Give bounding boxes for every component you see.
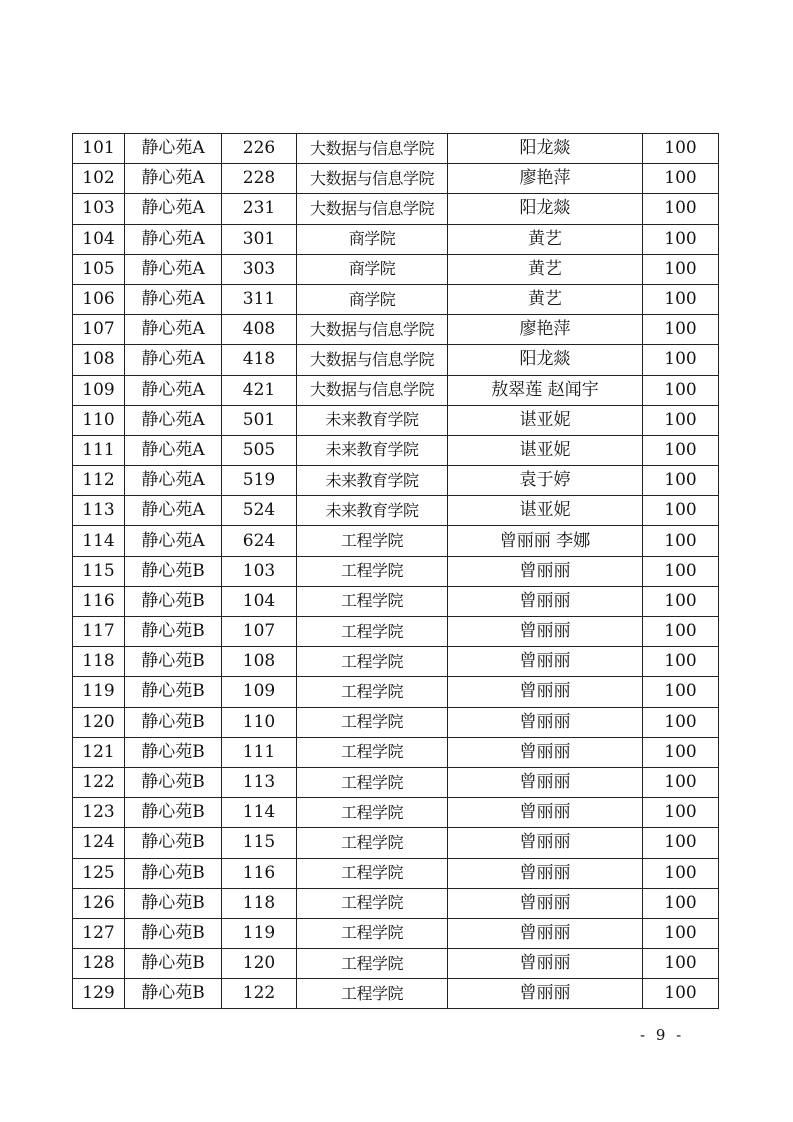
- building-cell: 静心苑B: [125, 677, 222, 707]
- counselor-cell: 廖艳萍: [448, 164, 643, 194]
- building-cell: 静心苑A: [125, 134, 222, 164]
- building-cell: 静心苑B: [125, 617, 222, 647]
- table-row: [73, 405, 719, 435]
- college-cell: 大数据与信息学院: [297, 345, 448, 375]
- building-cell: 静心苑B: [125, 828, 222, 858]
- room-number-cell: 110: [222, 707, 297, 737]
- row-index-cell: 116: [73, 586, 125, 616]
- table-row: [73, 918, 719, 948]
- college-cell: 工程学院: [297, 586, 448, 616]
- room-number-cell: 519: [222, 466, 297, 496]
- counselor-cell: 阳龙燚: [448, 134, 643, 164]
- table-row: [73, 435, 719, 465]
- table-row: [73, 134, 719, 164]
- table-body: [73, 134, 719, 1009]
- counselor-cell: 曾丽丽: [448, 949, 643, 979]
- building-cell: 静心苑B: [125, 798, 222, 828]
- score-cell: 100: [643, 315, 719, 345]
- table-row: [73, 556, 719, 586]
- building-cell: 静心苑A: [125, 224, 222, 254]
- college-cell: 商学院: [297, 224, 448, 254]
- row-index-cell: 113: [73, 496, 125, 526]
- row-index-cell: 119: [73, 677, 125, 707]
- building-cell: 静心苑A: [125, 526, 222, 556]
- room-number-cell: 118: [222, 888, 297, 918]
- room-number-cell: 501: [222, 405, 297, 435]
- score-cell: 100: [643, 888, 719, 918]
- score-cell: 100: [643, 254, 719, 284]
- building-cell: 静心苑A: [125, 164, 222, 194]
- page-number: - 9 -: [640, 1026, 685, 1044]
- row-index-cell: 120: [73, 707, 125, 737]
- score-cell: 100: [643, 586, 719, 616]
- counselor-cell: 廖艳萍: [448, 315, 643, 345]
- building-cell: 静心苑B: [125, 737, 222, 767]
- score-cell: 100: [643, 375, 719, 405]
- row-index-cell: 115: [73, 556, 125, 586]
- score-cell: 100: [643, 134, 719, 164]
- score-cell: 100: [643, 737, 719, 767]
- college-cell: 工程学院: [297, 526, 448, 556]
- room-number-cell: 408: [222, 315, 297, 345]
- college-cell: 工程学院: [297, 767, 448, 797]
- row-index-cell: 112: [73, 466, 125, 496]
- room-number-cell: 303: [222, 254, 297, 284]
- table-row: [73, 707, 719, 737]
- score-cell: 100: [643, 405, 719, 435]
- score-cell: 100: [643, 284, 719, 314]
- counselor-cell: 曾丽丽: [448, 828, 643, 858]
- room-number-cell: 505: [222, 435, 297, 465]
- building-cell: 静心苑A: [125, 466, 222, 496]
- college-cell: 商学院: [297, 284, 448, 314]
- building-cell: 静心苑B: [125, 858, 222, 888]
- table-row: [73, 858, 719, 888]
- score-cell: 100: [643, 767, 719, 797]
- score-cell: 100: [643, 707, 719, 737]
- table-row: [73, 586, 719, 616]
- table-row: [73, 315, 719, 345]
- building-cell: 静心苑B: [125, 707, 222, 737]
- college-cell: 工程学院: [297, 617, 448, 647]
- score-cell: 100: [643, 224, 719, 254]
- table-row: [73, 767, 719, 797]
- table-row: [73, 526, 719, 556]
- table-row: [73, 345, 719, 375]
- college-cell: 工程学院: [297, 737, 448, 767]
- row-index-cell: 129: [73, 979, 125, 1009]
- counselor-cell: 阳龙燚: [448, 194, 643, 224]
- room-number-cell: 116: [222, 858, 297, 888]
- building-cell: 静心苑A: [125, 375, 222, 405]
- score-cell: 100: [643, 918, 719, 948]
- score-cell: 100: [643, 556, 719, 586]
- room-number-cell: 115: [222, 828, 297, 858]
- building-cell: 静心苑B: [125, 586, 222, 616]
- row-index-cell: 127: [73, 918, 125, 948]
- counselor-cell: 曾丽丽: [448, 979, 643, 1009]
- row-index-cell: 110: [73, 405, 125, 435]
- score-cell: 100: [643, 949, 719, 979]
- table-row: [73, 254, 719, 284]
- room-number-cell: 421: [222, 375, 297, 405]
- college-cell: 未来教育学院: [297, 496, 448, 526]
- table-row: [73, 737, 719, 767]
- building-cell: 静心苑B: [125, 949, 222, 979]
- room-number-cell: 113: [222, 767, 297, 797]
- counselor-cell: 曾丽丽: [448, 556, 643, 586]
- building-cell: 静心苑A: [125, 435, 222, 465]
- counselor-cell: 曾丽丽: [448, 918, 643, 948]
- college-cell: 工程学院: [297, 949, 448, 979]
- table-row: [73, 375, 719, 405]
- counselor-cell: 曾丽丽: [448, 798, 643, 828]
- score-cell: 100: [643, 435, 719, 465]
- college-cell: 工程学院: [297, 707, 448, 737]
- row-index-cell: 118: [73, 647, 125, 677]
- row-index-cell: 102: [73, 164, 125, 194]
- counselor-cell: 袁于婷: [448, 466, 643, 496]
- table-row: [73, 466, 719, 496]
- row-index-cell: 111: [73, 435, 125, 465]
- building-cell: 静心苑A: [125, 254, 222, 284]
- counselor-cell: 阳龙燚: [448, 345, 643, 375]
- table-row: [73, 798, 719, 828]
- row-index-cell: 128: [73, 949, 125, 979]
- college-cell: 工程学院: [297, 798, 448, 828]
- room-number-cell: 111: [222, 737, 297, 767]
- room-number-cell: 120: [222, 949, 297, 979]
- score-cell: 100: [643, 828, 719, 858]
- table-row: [73, 224, 719, 254]
- room-number-cell: 226: [222, 134, 297, 164]
- college-cell: 工程学院: [297, 858, 448, 888]
- building-cell: 静心苑B: [125, 918, 222, 948]
- row-index-cell: 114: [73, 526, 125, 556]
- building-cell: 静心苑B: [125, 979, 222, 1009]
- college-cell: 大数据与信息学院: [297, 375, 448, 405]
- college-cell: 工程学院: [297, 918, 448, 948]
- college-cell: 工程学院: [297, 647, 448, 677]
- college-cell: 大数据与信息学院: [297, 164, 448, 194]
- room-number-cell: 418: [222, 345, 297, 375]
- row-index-cell: 123: [73, 798, 125, 828]
- row-index-cell: 121: [73, 737, 125, 767]
- counselor-cell: 谌亚妮: [448, 405, 643, 435]
- counselor-cell: 黄艺: [448, 224, 643, 254]
- score-cell: 100: [643, 677, 719, 707]
- table-row: [73, 979, 719, 1009]
- room-number-cell: 119: [222, 918, 297, 948]
- row-index-cell: 122: [73, 767, 125, 797]
- room-number-cell: 228: [222, 164, 297, 194]
- counselor-cell: 曾丽丽 李娜: [448, 526, 643, 556]
- counselor-cell: 曾丽丽: [448, 586, 643, 616]
- room-number-cell: 109: [222, 677, 297, 707]
- counselor-cell: 曾丽丽: [448, 737, 643, 767]
- row-index-cell: 103: [73, 194, 125, 224]
- building-cell: 静心苑A: [125, 405, 222, 435]
- score-cell: 100: [643, 647, 719, 677]
- counselor-cell: 谌亚妮: [448, 496, 643, 526]
- building-cell: 静心苑B: [125, 647, 222, 677]
- room-number-cell: 114: [222, 798, 297, 828]
- score-cell: 100: [643, 979, 719, 1009]
- room-number-cell: 103: [222, 556, 297, 586]
- college-cell: 未来教育学院: [297, 435, 448, 465]
- college-cell: 大数据与信息学院: [297, 134, 448, 164]
- college-cell: 工程学院: [297, 888, 448, 918]
- table-row: [73, 647, 719, 677]
- room-number-cell: 301: [222, 224, 297, 254]
- row-index-cell: 107: [73, 315, 125, 345]
- score-cell: 100: [643, 526, 719, 556]
- college-cell: 工程学院: [297, 556, 448, 586]
- building-cell: 静心苑A: [125, 194, 222, 224]
- room-number-cell: 107: [222, 617, 297, 647]
- row-index-cell: 106: [73, 284, 125, 314]
- table-row: [73, 828, 719, 858]
- row-index-cell: 117: [73, 617, 125, 647]
- college-cell: 工程学院: [297, 979, 448, 1009]
- counselor-cell: 曾丽丽: [448, 707, 643, 737]
- table-row: [73, 164, 719, 194]
- table-row: [73, 949, 719, 979]
- score-cell: 100: [643, 617, 719, 647]
- table-row: [73, 284, 719, 314]
- score-cell: 100: [643, 194, 719, 224]
- row-index-cell: 105: [73, 254, 125, 284]
- counselor-cell: 敖翠莲 赵闻宇: [448, 375, 643, 405]
- score-cell: 100: [643, 496, 719, 526]
- counselor-cell: 黄艺: [448, 284, 643, 314]
- college-cell: 未来教育学院: [297, 405, 448, 435]
- counselor-cell: 曾丽丽: [448, 888, 643, 918]
- college-cell: 未来教育学院: [297, 466, 448, 496]
- college-cell: 工程学院: [297, 677, 448, 707]
- score-cell: 100: [643, 858, 719, 888]
- table-row: [73, 677, 719, 707]
- room-number-cell: 311: [222, 284, 297, 314]
- building-cell: 静心苑A: [125, 315, 222, 345]
- table-row: [73, 496, 719, 526]
- row-index-cell: 109: [73, 375, 125, 405]
- counselor-cell: 黄艺: [448, 254, 643, 284]
- room-number-cell: 108: [222, 647, 297, 677]
- row-index-cell: 104: [73, 224, 125, 254]
- building-cell: 静心苑A: [125, 284, 222, 314]
- table-row: [73, 617, 719, 647]
- room-number-cell: 524: [222, 496, 297, 526]
- building-cell: 静心苑B: [125, 556, 222, 586]
- counselor-cell: 曾丽丽: [448, 617, 643, 647]
- dormitory-score-table: [72, 133, 719, 1009]
- college-cell: 大数据与信息学院: [297, 194, 448, 224]
- row-index-cell: 101: [73, 134, 125, 164]
- building-cell: 静心苑B: [125, 888, 222, 918]
- score-cell: 100: [643, 345, 719, 375]
- college-cell: 大数据与信息学院: [297, 315, 448, 345]
- room-number-cell: 231: [222, 194, 297, 224]
- room-number-cell: 624: [222, 526, 297, 556]
- college-cell: 商学院: [297, 254, 448, 284]
- row-index-cell: 126: [73, 888, 125, 918]
- row-index-cell: 124: [73, 828, 125, 858]
- counselor-cell: 曾丽丽: [448, 647, 643, 677]
- room-number-cell: 122: [222, 979, 297, 1009]
- score-cell: 100: [643, 798, 719, 828]
- building-cell: 静心苑A: [125, 496, 222, 526]
- counselor-cell: 曾丽丽: [448, 858, 643, 888]
- building-cell: 静心苑B: [125, 767, 222, 797]
- row-index-cell: 125: [73, 858, 125, 888]
- room-number-cell: 104: [222, 586, 297, 616]
- counselor-cell: 谌亚妮: [448, 435, 643, 465]
- table-row: [73, 194, 719, 224]
- college-cell: 工程学院: [297, 828, 448, 858]
- counselor-cell: 曾丽丽: [448, 767, 643, 797]
- score-cell: 100: [643, 164, 719, 194]
- score-cell: 100: [643, 466, 719, 496]
- counselor-cell: 曾丽丽: [448, 677, 643, 707]
- row-index-cell: 108: [73, 345, 125, 375]
- building-cell: 静心苑A: [125, 345, 222, 375]
- table-row: [73, 888, 719, 918]
